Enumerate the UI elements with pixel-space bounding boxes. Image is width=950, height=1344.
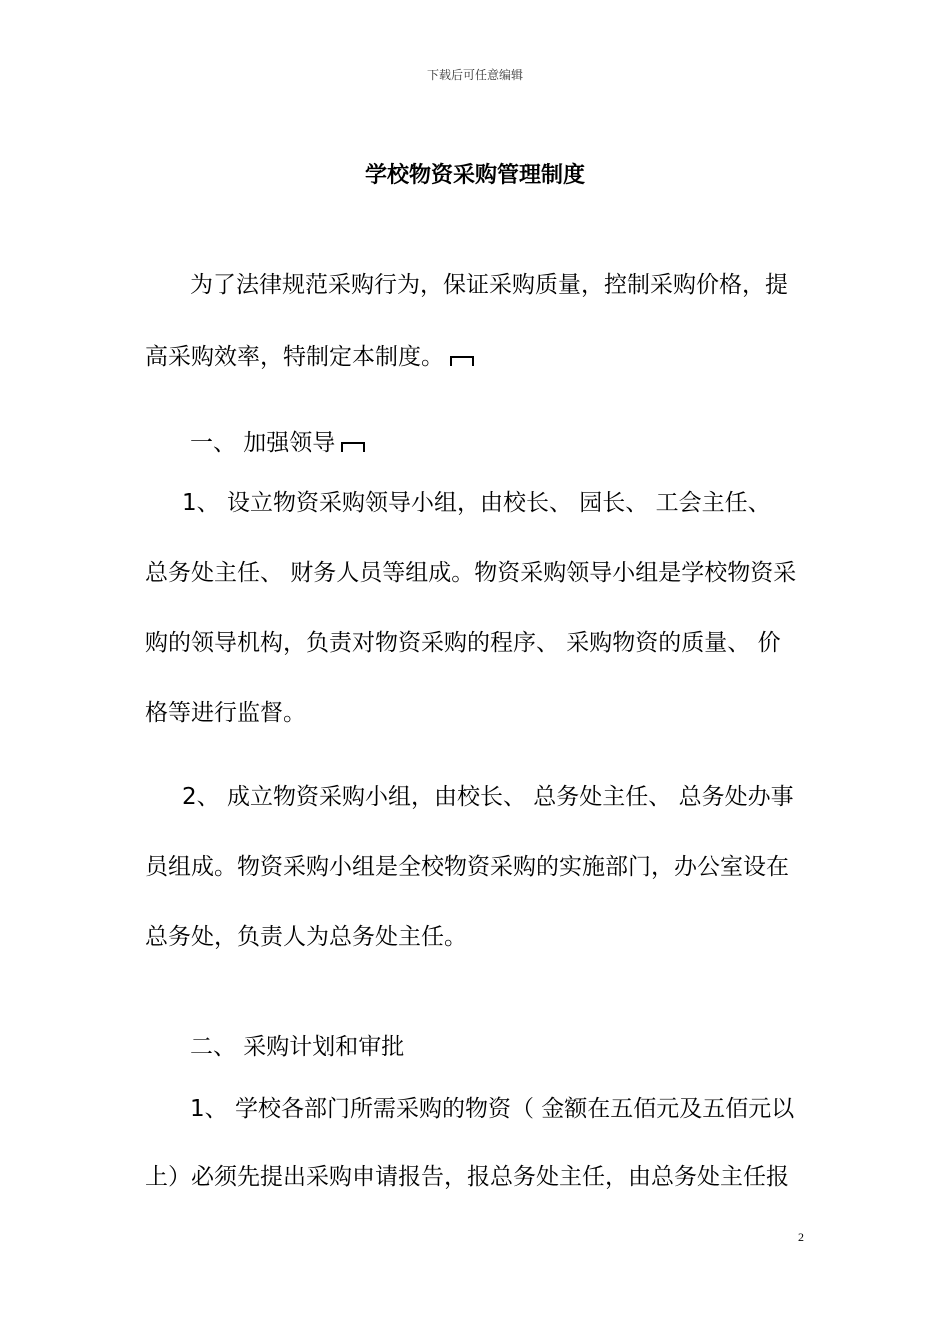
paragraph-mark-icon [450,356,474,366]
section-1-item-2-line-1: 2、 成立物资采购小组，由校长、 总务处主任、 总务处办事 [182,784,794,810]
section-1-heading: 一、 加强领导 [190,424,365,457]
section-1-item-1-line-2: 总务处主任、 财务人员等组成。物资采购领导小组是学校物资采 [145,560,797,586]
section-1-item-1-line-1: 1、 设立物资采购领导小组，由校长、 园长、 工会主任、 [182,490,771,516]
intro-line-2: 高采购效率，特制定本制度。 [145,338,474,371]
section-1-item-1-line-3: 购的领导机构，负责对物资采购的程序、 采购物资的质量、 价 [145,630,781,656]
intro-line-1: 为了法律规范采购行为，保证采购质量，控制采购价格，提 [190,272,788,298]
document-title: 学校物资采购管理制度 [364,163,585,188]
page-header: 下载后可任意编辑 [426,68,523,82]
section-1-item-2-line-2: 员组成。物资采购小组是全校物资采购的实施部门，办公室设在 [145,854,789,880]
paragraph-mark-icon [341,442,365,452]
section-1-item-1-line-4: 格等进行监督。 [145,700,306,726]
section-1-item-2-line-3: 总务处，负责人为总务处主任。 [145,924,467,950]
section-2-heading: 二、 采购计划和审批 [190,1034,405,1060]
page-number: 2 [798,1230,804,1244]
section-2-item-1-line-2: 上）必须先提出采购申请报告，报总务处主任，由总务处主任报 [145,1164,789,1190]
section-2-item-1-line-1: 1、 学校各部门所需采购的物资（ 金额在五佰元及五佰元以 [190,1096,795,1122]
